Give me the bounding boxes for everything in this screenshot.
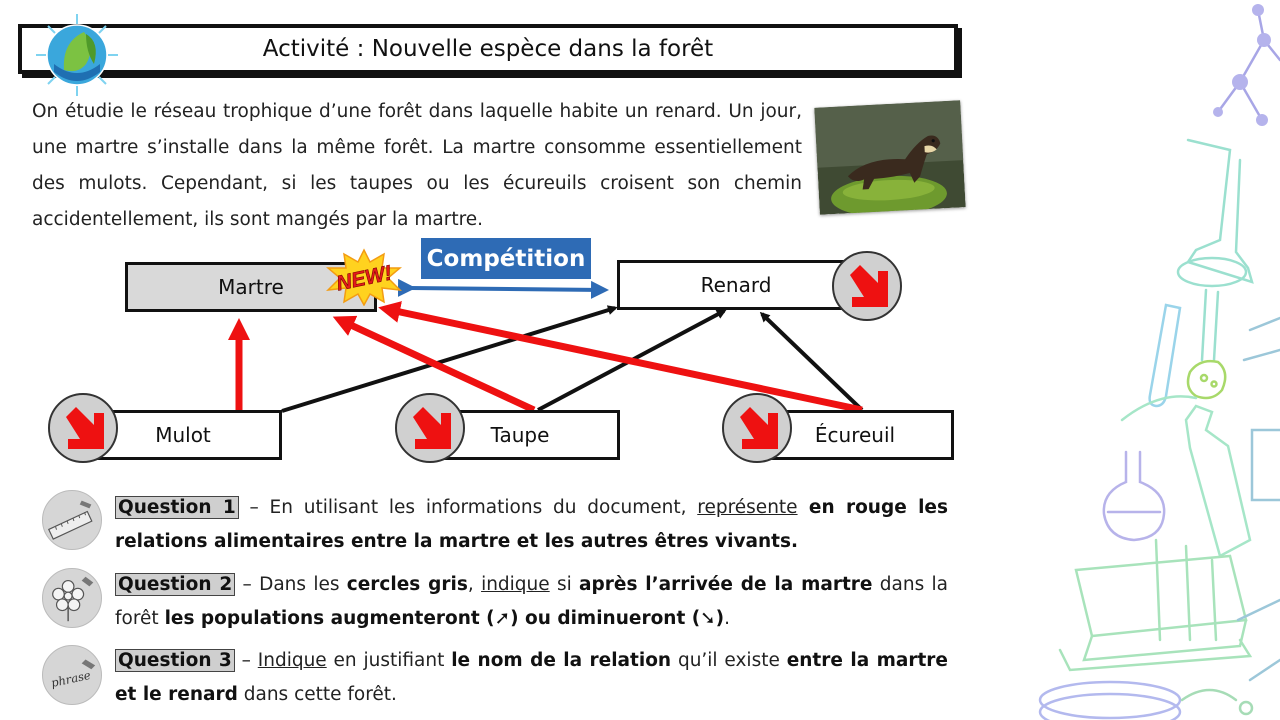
svg-text:phrase: phrase	[49, 667, 92, 691]
q3-p3: qu’il existe	[671, 650, 787, 671]
question-3	[115, 644, 948, 712]
red-down-arrow-icon	[724, 395, 790, 461]
q1-text-a: – En utilisant les informations du document,	[238, 497, 698, 518]
q2-p5: .	[724, 608, 731, 629]
q1-verb: représente	[697, 497, 798, 518]
question-3-label: Question 3	[115, 649, 235, 672]
q3-verb: Indique	[257, 650, 327, 671]
ruler-pencil-icon	[42, 490, 102, 550]
q3-b1: le nom de la relation	[451, 650, 672, 671]
competition-label: Compétition	[421, 238, 591, 279]
node-mulot-label: Mulot	[155, 423, 211, 447]
new-badge	[326, 248, 402, 306]
node-ecureuil-label: Écureuil	[814, 423, 896, 447]
arrow-taupe-renard	[538, 311, 724, 410]
arrow-competition	[410, 288, 603, 290]
flower-pencil-icon	[42, 568, 102, 628]
node-renard	[617, 260, 855, 310]
phrase-pencil-icon	[42, 645, 102, 705]
node-taupe-label: Taupe	[490, 423, 550, 447]
intro-paragraph: On étudie le réseau trophique d’une forêt dans laquelle habite un renard. Un jour, une martre s’installe dans la même forêt. La martre consomme essentiellement des mulots. Cependant, si les taupes ou les écureuils croisent son chemin accidentellement, ils sont mangés par la martre.	[32, 101, 802, 230]
node-renard-label: Renard	[700, 273, 772, 297]
new-badge-text: NEW!	[334, 261, 394, 296]
q3-p2: en justifiant	[326, 650, 452, 671]
question-2	[115, 568, 948, 636]
q2-p1: – Dans les	[235, 574, 347, 595]
question-1	[115, 491, 948, 559]
red-down-arrow-icon	[50, 395, 116, 461]
red-down-arrow-icon	[397, 395, 463, 461]
marten-photo	[814, 100, 965, 214]
red-down-arrow-icon	[834, 253, 900, 319]
page-title: Activité : Nouvelle espèce dans la forêt	[262, 36, 714, 62]
q2-p3: si	[549, 574, 580, 595]
circle-taupe	[395, 393, 465, 463]
question-2-label: Question 2	[115, 573, 235, 596]
q2-verb: indique	[481, 574, 550, 595]
circle-mulot	[48, 393, 118, 463]
q3-b2: entre la martre et le renard	[115, 650, 948, 705]
q3-p1: –	[234, 650, 258, 671]
q2-p2: ,	[467, 574, 482, 595]
lab-glassware-decoration	[1000, 0, 1280, 720]
q2-p4: dans la forêt	[115, 574, 948, 629]
q2-b2: après l’arrivée de la martre	[579, 574, 873, 595]
q3-p4: dans cette forêt.	[237, 684, 397, 705]
logo-leaf-globe-icon	[34, 12, 120, 98]
q2-b1: cercles gris	[346, 574, 468, 595]
q2-b3: les populations augmenteront (➚) ou diminueront (➘)	[164, 608, 725, 629]
node-martre-label: Martre	[218, 275, 284, 299]
title-box	[18, 24, 958, 74]
q1-bold: en rouge les relations alimentaires entre la martre et les autres êtres vivants.	[115, 497, 948, 552]
question-1-label: Question 1	[115, 496, 239, 519]
circle-renard	[832, 251, 902, 321]
circle-ecureuil	[722, 393, 792, 463]
